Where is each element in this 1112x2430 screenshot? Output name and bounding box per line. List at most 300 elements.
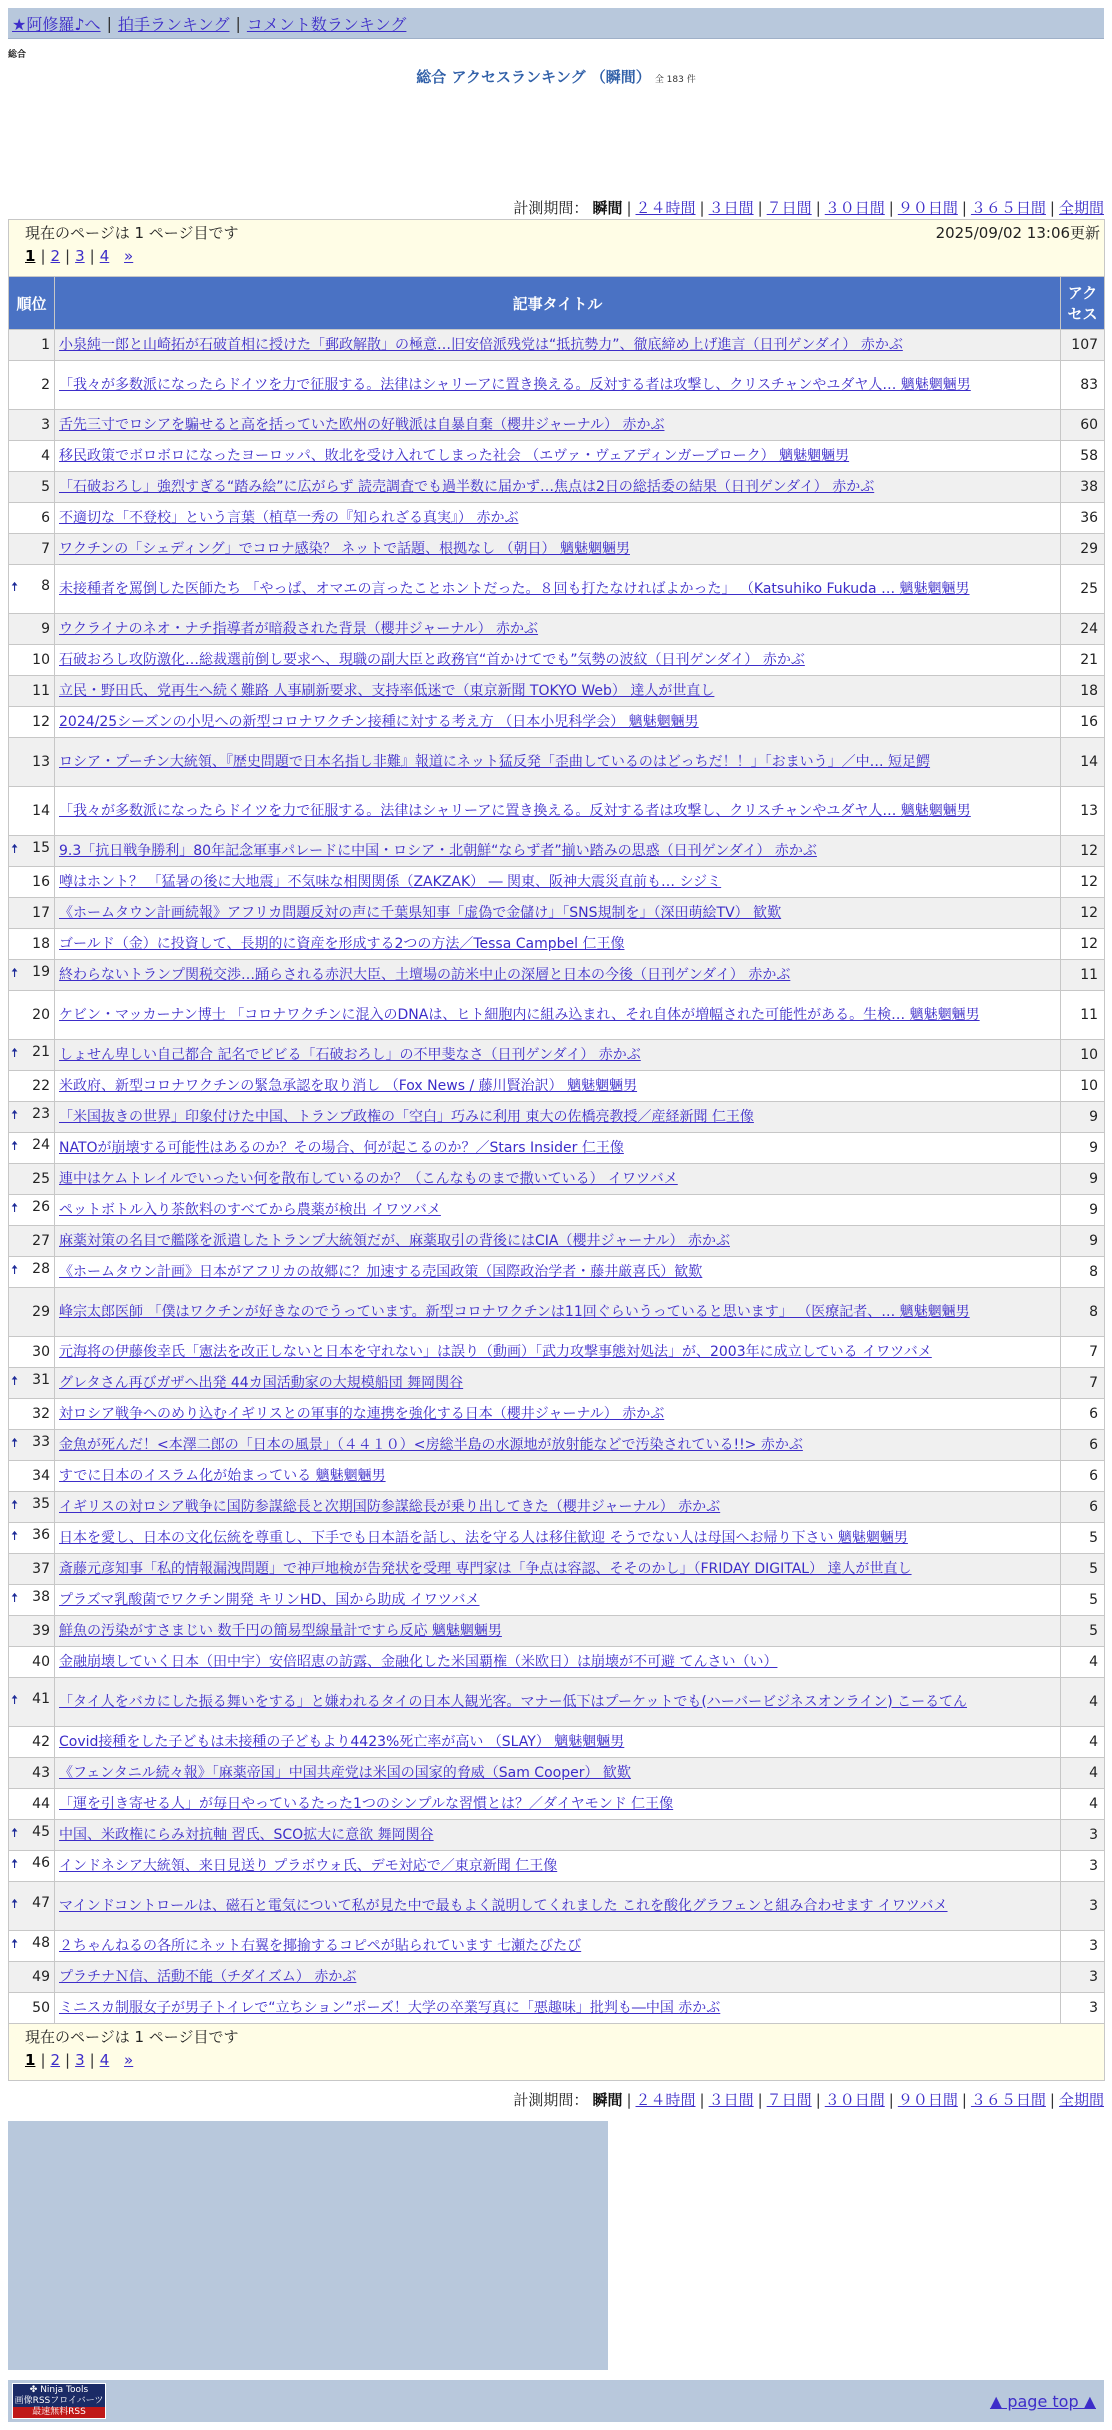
rank-cell <box>9 1882 55 1931</box>
title-cell <box>55 1071 1061 1102</box>
article-count: 全 183 件 <box>654 75 696 85</box>
rank-number: 18 <box>32 936 50 952</box>
rank-number: 49 <box>32 1969 50 1985</box>
page-separator: | <box>89 2051 95 2069</box>
table-row <box>9 787 1105 836</box>
article-link[interactable]: 対ロシア戦争へのめり込むイギリスとの軍事的な連携を強化する日本（櫻井ジャーナル） 赤かぶ <box>59 1405 665 1422</box>
title-cell <box>55 1523 1061 1554</box>
table-row <box>9 1962 1105 1993</box>
rank-number: 9 <box>41 621 50 637</box>
period-separator: | <box>757 199 763 217</box>
rank-number: 43 <box>32 1765 50 1781</box>
title-cell <box>55 1288 1061 1337</box>
access-count: 24 <box>1061 614 1105 645</box>
rank-cell <box>9 1164 55 1195</box>
table-row <box>9 361 1105 410</box>
table-row <box>9 1461 1105 1492</box>
article-link[interactable]: 中国、米政権にらみ対抗軸 習氏、SCO拡大に意欲 舞岡関谷 <box>59 1826 434 1843</box>
period-separator: | <box>1049 199 1055 217</box>
period-current: 瞬間 <box>592 199 623 217</box>
rank-cell <box>9 1368 55 1399</box>
ranking-table <box>8 219 1105 2081</box>
access-count: 10 <box>1061 1040 1105 1071</box>
page-link-1[interactable]: 1 <box>25 2051 36 2069</box>
rank-number: 3 <box>41 417 50 433</box>
period-option-link[interactable]: ９０日間 <box>897 2091 958 2109</box>
rank-up-icon: 🠅 <box>11 966 19 981</box>
article-link[interactable]: 未接種者を罵倒した医師たち 「やっぱ、オマエの言ったことホントだった。８回も打たなければよかった」 （Katsuhiko Fukuda … 魑魅魍魎男 <box>59 580 970 597</box>
rank-cell <box>9 361 55 410</box>
rank-header: 順位 <box>9 277 55 330</box>
rank-number: 1 <box>41 337 50 353</box>
rank-cell <box>9 898 55 929</box>
rank-up-icon: 🠅 <box>11 1826 19 1841</box>
article-link[interactable]: 舌先三寸でロシアを騙せると高を括っていた欧州の好戦派は自暴自棄（櫻井ジャーナル） 赤かぶ <box>59 416 665 433</box>
rank-cell <box>9 991 55 1040</box>
access-count: 4 <box>1061 1647 1105 1678</box>
title-cell <box>55 1678 1061 1727</box>
title-cell <box>55 1851 1061 1882</box>
access-count: 12 <box>1061 867 1105 898</box>
access-count: 38 <box>1061 472 1105 503</box>
title-cell <box>55 1399 1061 1430</box>
article-link[interactable]: ワクチンの「シェディング」でコロナ感染？ ネットで話題、根拠なし （朝日） 魑魅魍魎男 <box>59 540 630 557</box>
article-link[interactable]: インドネシア大統領、来日見送り プラボウォ氏、デモ対応で／東京新聞 仁王像 <box>59 1857 558 1874</box>
page-link-4[interactable]: 4 <box>99 2051 110 2069</box>
article-link[interactable]: 「我々が多数派になったらドイツを力で征服する。法律はシャリーアに置き換える。反対する者は攻撃し、クリスチャンやユダヤ人… 魑魅魍魎男 <box>59 376 971 393</box>
page-title-text: 総合 アクセスランキング （瞬間） <box>416 68 651 86</box>
period-separator: | <box>888 2091 894 2109</box>
pager-top <box>9 220 1105 277</box>
rank-number: 41 <box>32 1691 50 1707</box>
article-link[interactable]: ペットボトル入り茶飲料のすべてから農薬が検出 イワツバメ <box>59 1201 441 1218</box>
access-count: 5 <box>1061 1523 1105 1554</box>
period-option-link[interactable]: ３日間 <box>708 2091 754 2109</box>
access-count: 7 <box>1061 1368 1105 1399</box>
article-link[interactable]: イギリスの対ロシア戦争に国防参謀総長と次期国防参謀総長が乗り出してきた（櫻井ジャーナル） 赤かぶ <box>59 1498 721 1515</box>
updated-time: 2025/09/02 13:06更新 <box>935 224 1101 242</box>
title-cell <box>55 503 1061 534</box>
comment-ranking-link[interactable]: コメント数ランキング <box>246 14 407 34</box>
article-link[interactable]: 石破おろし攻防激化…総裁選前倒し要求へ、現職の副大臣と政務官“首かけてでも”気勢の波紋（日刊ゲンダイ） 赤かぶ <box>59 651 805 668</box>
title-cell <box>55 960 1061 991</box>
rank-cell <box>9 1102 55 1133</box>
table-row <box>9 1164 1105 1195</box>
article-link[interactable]: 立民・野田氏、党再生へ続く難路 人事刷新要求、支持率低迷で（東京新聞 TOKYO Web） 達人が世直し <box>59 682 715 699</box>
rank-number: 32 <box>32 1406 50 1422</box>
article-link[interactable]: 金融崩壊していく日本（田中宇）安倍昭恵の訪露、金融化した米国覇権（米欧日）は崩壊が不可避 てんさい（い） <box>59 1653 778 1670</box>
rank-number: 45 <box>32 1824 50 1840</box>
title-cell <box>55 929 1061 960</box>
table-row <box>9 1727 1105 1758</box>
page-separator: | <box>40 2051 46 2069</box>
table-row <box>9 991 1105 1040</box>
page-link-2[interactable]: 2 <box>50 2051 61 2069</box>
access-count: 11 <box>1061 991 1105 1040</box>
rank-number: 11 <box>32 683 50 699</box>
page-separator: | <box>89 247 95 265</box>
rank-number: 35 <box>32 1496 50 1512</box>
table-row <box>9 1040 1105 1071</box>
rank-up-icon: 🠅 <box>11 1498 19 1513</box>
rank-number: 12 <box>32 714 50 730</box>
title-cell <box>55 991 1061 1040</box>
rank-number: 26 <box>32 1199 50 1215</box>
rank-up-icon: 🠅 <box>11 1046 19 1061</box>
rank-up-icon: 🠅 <box>11 1263 19 1278</box>
rank-up-icon: 🠅 <box>11 1139 19 1154</box>
access-count: 60 <box>1061 410 1105 441</box>
page-link-4[interactable]: 4 <box>99 247 110 265</box>
access-count: 12 <box>1061 898 1105 929</box>
article-link[interactable]: 「石破おろし」強烈すぎる“踏み絵”に広がらず 読売調査でも過半数に届かず…焦点は2日の総括委の結果（日刊ゲンダイ） 赤かぶ <box>59 478 875 495</box>
access-count: 29 <box>1061 534 1105 565</box>
rank-cell <box>9 1585 55 1616</box>
rank-cell <box>9 1993 55 2024</box>
title-cell <box>55 441 1061 472</box>
rank-number: 21 <box>32 1044 50 1060</box>
logo-line-2: 画像RSSフロイバーツ <box>14 2395 104 2406</box>
rank-cell <box>9 330 55 361</box>
table-row <box>9 1523 1105 1554</box>
article-link[interactable]: ウクライナのネオ・ナチ指導者が暗殺された背景（櫻井ジャーナル） 赤かぶ <box>59 620 539 637</box>
article-link[interactable]: 移民政策でボロボロになったヨーロッパ、敗北を受け入れてしまった社会 （エヴァ・ヴェアディンガーブローク） 魑魅魍魎男 <box>59 447 850 464</box>
access-count: 9 <box>1061 1195 1105 1226</box>
title-cell <box>55 1195 1061 1226</box>
rank-cell <box>9 614 55 645</box>
rank-cell <box>9 707 55 738</box>
access-count: 6 <box>1061 1399 1105 1430</box>
table-row <box>9 1820 1105 1851</box>
rank-cell <box>9 960 55 991</box>
title-cell <box>55 898 1061 929</box>
rank-number: 10 <box>32 652 50 668</box>
period-separator: | <box>961 199 967 217</box>
rank-number: 50 <box>32 2000 50 2016</box>
period-option-link[interactable]: 全期間 <box>1058 2091 1104 2109</box>
nav-separator: | <box>106 13 112 33</box>
pager-bottom <box>9 2024 1105 2081</box>
period-option-link[interactable]: ３６５日間 <box>970 199 1046 217</box>
title-cell <box>55 707 1061 738</box>
logo-line-3: 最速無料RSS <box>13 2407 105 2418</box>
rank-number: 28 <box>32 1261 50 1277</box>
article-link[interactable]: Covid接種をした子どもは未接種の子どもより4423%死亡率が高い （SLAY） 魑魅魍魎男 <box>59 1733 625 1750</box>
access-count: 6 <box>1061 1492 1105 1523</box>
article-link[interactable]: 日本を愛し、日本の文化伝統を尊重し、下手でも日本語を話し、法を守る人は移住歓迎 そうでない人は母国へお帰り下さい 魑魅魍魎男 <box>59 1529 908 1546</box>
page-link-2[interactable]: 2 <box>50 247 61 265</box>
rank-up-icon: 🠅 <box>11 1937 19 1952</box>
access-count: 3 <box>1061 1851 1105 1882</box>
title-cell <box>55 867 1061 898</box>
title-cell <box>55 1102 1061 1133</box>
title-cell <box>55 410 1061 441</box>
rank-number: 8 <box>41 578 50 594</box>
article-link[interactable]: 不適切な「不登校」という言葉（植草一秀の『知られざる真実』） 赤かぶ <box>59 509 519 526</box>
period-option-link[interactable]: ２４時間 <box>635 2091 696 2109</box>
period-option-link[interactable]: ７日間 <box>766 199 812 217</box>
article-link[interactable]: 元海将の伊藤俊幸氏「憲法を改正しないと日本を守れない」は誤り（動画）「武力攻撃事態対処法」が、2003年に成立している イワツバメ <box>59 1343 932 1360</box>
rank-number: 27 <box>32 1233 50 1249</box>
rank-number: 22 <box>32 1078 50 1094</box>
article-link[interactable]: ロシア・プーチン大統領、『歴史問題で日本名指し非難』報道にネット猛反発「歪曲しているのはどっちだ！！」「おまいう」／中… 短足鰐 <box>59 753 931 770</box>
access-count: 16 <box>1061 707 1105 738</box>
period-selector-bottom <box>0 2089 1104 2111</box>
access-header: アクセス <box>1061 277 1105 330</box>
rank-number: 38 <box>32 1589 50 1605</box>
rank-cell <box>9 1616 55 1647</box>
table-row <box>9 960 1105 991</box>
period-current: 瞬間 <box>592 2091 623 2109</box>
access-count: 4 <box>1061 1678 1105 1727</box>
top-nav-bar <box>8 8 1104 39</box>
home-link[interactable]: ★阿修羅♪へ <box>12 14 101 34</box>
period-option-link[interactable]: ３日間 <box>708 199 754 217</box>
rank-number: 4 <box>41 448 50 464</box>
period-separator: | <box>1049 2091 1055 2109</box>
table-row <box>9 472 1105 503</box>
article-link[interactable]: ケビン・マッカーナン博士 「コロナワクチンに混入のDNAは、ヒト細胞内に組み込まれ、それ自体が増幅された可能性がある。生検… 魑魅魍魎男 <box>59 1006 980 1023</box>
article-link[interactable]: 《ホームタウン計画続報》アフリカ問題反対の声に千葉県知事「虚偽で金儲け」「SNS規制を」（深田萌絵TV） 歓歎 <box>59 904 782 921</box>
article-link[interactable]: 金魚が死んだ！<本澤二郎の「日本の風景」（４４１０）<房総半島の水源地が放射能などで汚染されている!!> 赤かぶ <box>59 1436 803 1453</box>
access-count: 18 <box>1061 676 1105 707</box>
next-page-link[interactable]: » <box>124 247 134 265</box>
access-count: 9 <box>1061 1133 1105 1164</box>
period-separator: | <box>815 2091 821 2109</box>
title-cell <box>55 1758 1061 1789</box>
access-count: 3 <box>1061 1820 1105 1851</box>
rank-cell <box>9 1727 55 1758</box>
period-option-link[interactable]: ７日間 <box>766 2091 812 2109</box>
title-cell <box>55 1647 1061 1678</box>
access-count: 8 <box>1061 1257 1105 1288</box>
article-link[interactable]: 小泉純一郎と山崎拓が石破首相に授けた「郵政解散」の極意…旧安倍派残党は“抵抗勢力”、徹底締め上げ進言（日刊ゲンダイ） 赤かぶ <box>59 336 903 353</box>
table-row <box>9 410 1105 441</box>
access-count: 83 <box>1061 361 1105 410</box>
access-count: 3 <box>1061 1962 1105 1993</box>
access-count: 58 <box>1061 441 1105 472</box>
access-count: 13 <box>1061 787 1105 836</box>
rank-up-icon: 🠅 <box>11 1897 19 1912</box>
rank-up-icon: 🠅 <box>11 1374 19 1389</box>
category-label: 総合 <box>8 50 27 60</box>
rank-up-icon: 🠅 <box>11 842 19 857</box>
rank-number: 39 <box>32 1623 50 1639</box>
article-link[interactable]: 「タイ人をバカにした振る舞いをする」と嫌われるタイの日本人観光客。マナー低下はプーケットでも(ハーバービジネスオンライン) こーるてん <box>59 1693 968 1710</box>
rank-cell <box>9 565 55 614</box>
rank-cell <box>9 867 55 898</box>
page-link-3[interactable]: 3 <box>75 2051 85 2069</box>
rank-cell <box>9 1492 55 1523</box>
title-cell <box>55 1993 1061 2024</box>
period-option-link[interactable]: 全期間 <box>1058 199 1104 217</box>
period-option-link[interactable]: ２４時間 <box>635 199 696 217</box>
access-count: 3 <box>1061 1931 1105 1962</box>
rank-number: 6 <box>41 510 50 526</box>
rank-cell <box>9 787 55 836</box>
article-link[interactable]: ミニスカ制服女子が男子トイレで“立ちション”ポーズ！大学の卒業写真に「悪趣味」批判も―中国 赤かぶ <box>59 1999 721 2016</box>
rank-up-icon: 🠅 <box>11 1591 19 1606</box>
page-link-3[interactable]: 3 <box>75 247 85 265</box>
period-option-link[interactable]: ３６５日間 <box>970 2091 1046 2109</box>
title-cell <box>55 1461 1061 1492</box>
article-link[interactable]: 米政府、新型コロナワクチンの緊急承認を取り消し （Fox News / 藤川賢治訳） 魑魅魍魎男 <box>59 1077 638 1094</box>
period-option-link[interactable]: ９０日間 <box>897 199 958 217</box>
article-link[interactable]: 《ホームタウン計画》日本がアフリカの故郷に？加速する売国政策（国際政治学者・藤井厳喜氏）歓歎 <box>59 1263 703 1280</box>
title-cell <box>55 330 1061 361</box>
title-cell <box>55 1727 1061 1758</box>
rank-cell <box>9 472 55 503</box>
article-link[interactable]: NATOが崩壊する可能性はあるのか？その場合、何が起こるのか？／Stars Insider 仁王像 <box>59 1139 624 1156</box>
access-count: 5 <box>1061 1585 1105 1616</box>
rank-number: 5 <box>41 479 50 495</box>
rank-up-icon: 🠅 <box>11 580 19 595</box>
rank-up-icon: 🠅 <box>11 1436 19 1451</box>
table-row <box>9 1616 1105 1647</box>
rank-cell <box>9 1789 55 1820</box>
rank-cell <box>9 1226 55 1257</box>
table-row <box>9 1368 1105 1399</box>
article-link[interactable]: マインドコントロールは、磁石と電気について私が見た中で最もよく説明してくれました これを酸化グラフェンと組み合わせます イワツバメ <box>59 1897 948 1914</box>
article-link[interactable]: 鮮魚の汚染がすさまじい 数千円の簡易型線量計ですら反応 魑魅魍魎男 <box>59 1622 502 1639</box>
period-separator: | <box>699 199 705 217</box>
access-count: 25 <box>1061 565 1105 614</box>
title-cell <box>55 1492 1061 1523</box>
ad-placeholder <box>8 2121 608 2370</box>
access-count: 10 <box>1061 1071 1105 1102</box>
article-link[interactable]: 「我々が多数派になったらドイツを力で征服する。法律はシャリーアに置き換える。反対する者は攻撃し、クリスチャンやユダヤ人… 魑魅魍魎男 <box>59 802 971 819</box>
title-cell <box>55 645 1061 676</box>
access-count: 6 <box>1061 1430 1105 1461</box>
title-cell <box>55 1585 1061 1616</box>
period-option-link[interactable]: ３０日間 <box>824 199 885 217</box>
table-row <box>9 1430 1105 1461</box>
access-count: 107 <box>1061 330 1105 361</box>
article-link[interactable]: 斎藤元彦知事「私的情報漏洩問題」で神戸地検が告発状を受理 専門家は「争点は容認、そそのかし」（FRIDAY DIGITAL） 達人が世直し <box>59 1560 912 1577</box>
period-selector-top <box>0 197 1104 219</box>
period-label: 計測期間： <box>513 2091 589 2109</box>
rank-up-icon: 🠅 <box>11 1693 19 1708</box>
table-row <box>9 1492 1105 1523</box>
table-row <box>9 1226 1105 1257</box>
page-link-1[interactable]: 1 <box>25 247 36 265</box>
table-row <box>9 565 1105 614</box>
page-top-link[interactable]: ▲ page top ▲ <box>989 2391 1096 2411</box>
rank-number: 23 <box>32 1106 50 1122</box>
article-link[interactable]: 麻薬対策の名目で艦隊を派遣したトランプ大統領だが、麻薬取引の背後にはCIA（櫻井ジャーナル） 赤かぶ <box>59 1232 730 1249</box>
table-row <box>9 441 1105 472</box>
table-row <box>9 707 1105 738</box>
rank-cell <box>9 1931 55 1962</box>
ninja-tools-logo[interactable] <box>12 2383 106 2419</box>
rank-cell <box>9 1133 55 1164</box>
rank-number: 24 <box>32 1137 50 1153</box>
title-cell <box>55 1430 1061 1461</box>
rank-cell <box>9 645 55 676</box>
rank-up-icon: 🠅 <box>11 1108 19 1123</box>
article-link[interactable]: 《フェンタニル続々報》「麻薬帝国」中国共産党は米国の国家的脅威（Sam Cooper） 歓歎 <box>59 1764 631 1781</box>
title-cell <box>55 1164 1061 1195</box>
title-cell <box>55 1226 1061 1257</box>
table-row <box>9 1399 1105 1430</box>
title-cell <box>55 1040 1061 1071</box>
rank-cell <box>9 836 55 867</box>
access-count: 8 <box>1061 1288 1105 1337</box>
rank-number: 25 <box>32 1171 50 1187</box>
article-link[interactable]: グレタさん再びガザへ出発 44カ国活動家の大規模船団 舞岡関谷 <box>59 1374 464 1391</box>
page-title <box>0 66 1112 87</box>
access-count: 36 <box>1061 503 1105 534</box>
title-cell <box>55 1962 1061 1993</box>
title-cell <box>55 614 1061 645</box>
rank-cell <box>9 1430 55 1461</box>
title-cell <box>55 534 1061 565</box>
rank-number: 19 <box>32 964 50 980</box>
access-count: 6 <box>1061 1461 1105 1492</box>
rank-cell <box>9 738 55 787</box>
rank-number: 42 <box>32 1734 50 1750</box>
article-link[interactable]: 9.3「抗日戦争勝利」80年記念軍事パレードに中国・ロシア・北朝鮮“ならず者”揃い踏みの思惑（日刊ゲンダイ） 赤かぶ <box>59 842 817 859</box>
clap-ranking-link[interactable]: 拍手ランキング <box>117 14 230 34</box>
title-cell <box>55 1882 1061 1931</box>
table-row <box>9 1789 1105 1820</box>
access-count: 4 <box>1061 1727 1105 1758</box>
title-cell <box>55 1257 1061 1288</box>
nav-separator: | <box>235 13 241 33</box>
title-cell <box>55 1554 1061 1585</box>
rank-cell <box>9 1399 55 1430</box>
article-link[interactable]: 終わらないトランプ関税交渉…踊らされる赤沢大臣、土壇場の訪米中止の深層と日本の今後（日刊ゲンダイ） 赤かぶ <box>59 966 791 983</box>
page-separator: | <box>65 247 71 265</box>
rank-cell <box>9 1288 55 1337</box>
article-link[interactable]: 噂はホント？ 「猛暑の後に大地震」不気味な相関関係（ZAKZAK） ― 関東、阪神大震災直前も… シジミ <box>59 873 722 890</box>
article-link[interactable]: すでに日本のイスラム化が始まっている 魑魅魍魎男 <box>59 1467 386 1484</box>
period-option-link[interactable]: ３０日間 <box>824 2091 885 2109</box>
rank-number: 33 <box>32 1434 50 1450</box>
article-link[interactable]: プラズマ乳酸菌でワクチン開発 キリンHD、国から助成 イワツバメ <box>59 1591 480 1608</box>
article-link[interactable]: 2024/25シーズンの小児への新型コロナワクチン接種に対する考え方 （日本小児科学会） 魑魅魍魎男 <box>59 713 699 730</box>
article-link[interactable]: 峰宗太郎医師 「僕はワクチンが好きなのでうっています。新型コロナワクチンは11回ぐらいうっていると思います」 （医療記者、… 魑魅魍魎男 <box>59 1303 970 1320</box>
next-page-link[interactable]: » <box>124 2051 134 2069</box>
table-row <box>9 330 1105 361</box>
article-link[interactable]: しょせん卑しい自己都合 記名でビビる「石破おろし」の不甲斐なさ（日刊ゲンダイ） 赤かぶ <box>59 1046 641 1063</box>
title-cell <box>55 738 1061 787</box>
rank-cell <box>9 1040 55 1071</box>
article-link[interactable]: 連中はケムトレイルでいったい何を散布しているのか？（こんなものまで撒いている） イワツバメ <box>59 1170 678 1187</box>
table-row <box>9 1647 1105 1678</box>
access-count: 5 <box>1061 1616 1105 1647</box>
article-link[interactable]: 「米国抜きの世界」印象付けた中国、トランプ政権の「空白」巧みに利用 東大の佐橋亮教授／産経新聞 仁王像 <box>59 1108 754 1125</box>
title-header: 記事タイトル <box>55 277 1061 330</box>
rank-cell <box>9 1461 55 1492</box>
table-row <box>9 1758 1105 1789</box>
access-count: 14 <box>1061 738 1105 787</box>
table-row <box>9 898 1105 929</box>
article-link[interactable]: ゴールド（金）に投資して、長期的に資産を形成する2つの方法／Tessa Campbel 仁王像 <box>59 935 625 952</box>
rank-cell <box>9 1257 55 1288</box>
page-separator: | <box>40 247 46 265</box>
article-link[interactable]: 「運を引き寄せる人」が毎日やっているたった1つのシンプルな習慣とは？／ダイヤモンド 仁王像 <box>59 1795 674 1812</box>
page-links <box>25 247 1104 265</box>
access-count: 9 <box>1061 1102 1105 1133</box>
article-link[interactable]: ２ちゃんねるの各所にネット右翼を揶揄するコピペが貼られています 七瀬たびたび <box>59 1937 582 1954</box>
rank-cell <box>9 1962 55 1993</box>
article-link[interactable]: プラチナＮ信、活動不能（チダイズム） 赤かぶ <box>59 1968 357 1985</box>
access-count: 4 <box>1061 1789 1105 1820</box>
table-row <box>9 1102 1105 1133</box>
rank-number: 17 <box>32 905 50 921</box>
rank-cell <box>9 1758 55 1789</box>
